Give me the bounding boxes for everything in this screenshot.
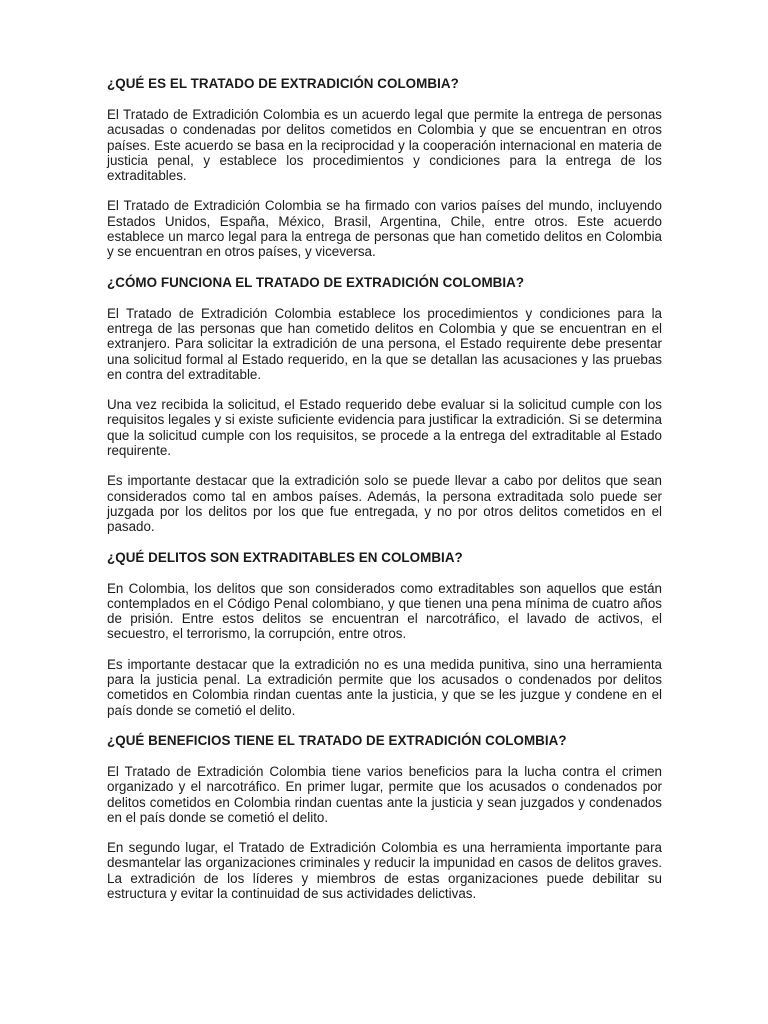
paragraph: El Tratado de Extradición Colombia es un acuerdo legal que permite la entrega de personas acusadas o condenadas por delitos cometidos en Colombia y que se encuentran en otros países. Este acuerdo se basa en la reciprocidad y la cooperación internacional en materia de justicia penal, y establece los procedimientos y condiciones para la entrega de los extraditables. [107,107,662,184]
paragraph: En segundo lugar, el Tratado de Extradición Colombia es una herramienta importante para desmantelar las organizaciones criminales y reducir la impunidad en casos de delitos graves. La extradición de los líderes y miembros de estas organizaciones puede debilitar su estructura y evitar la continuidad de sus actividades delictivas. [107,840,662,901]
section-beneficios [107,733,662,901]
paragraph: Una vez recibida la solicitud, el Estado requerido debe evaluar si la solicitud cumple con los requisitos legales y si existe suficiente evidencia para justificar la extradición. Si se determina que la solicitud cumple con los requisitos, se procede a la entrega del extraditable al Estado requirente. [107,397,662,459]
section-heading: ¿QUÉ BENEFICIOS TIENE EL TRATADO DE EXTRADICIÓN COLOMBIA? [107,732,567,748]
section-delitos-extraditables [107,550,662,718]
section-heading: ¿QUÉ ES EL TRATADO DE EXTRADICIÓN COLOMBIA? [107,76,459,91]
paragraph: Es importante destacar que la extradición solo se puede llevar a cabo por delitos que sean considerados como tal en ambos países. Además, la persona extraditada solo puede ser juzgada por los delitos por los que fue entregada, y no por otros delitos cometidos en el pasado. [107,473,662,535]
section-heading: ¿CÓMO FUNCIONA EL TRATADO DE EXTRADICIÓN COLOMBIA? [107,274,525,290]
section-heading: ¿QUÉ DELITOS SON EXTRADITABLES EN COLOMBIA? [107,549,463,565]
paragraph: El Tratado de Extradición Colombia se ha firmado con varios países del mundo, incluyendo Estados Unidos, España, México, Brasil, Argentina, Chile, entre otros. Este acuerdo establece un marco legal para la entrega de personas que han cometido delitos en Colombia y se encuentran en otros países, y viceversa. [107,198,662,260]
paragraph: El Tratado de Extradición Colombia tiene varios beneficios para la lucha contra el crimen organizado y el narcotráfico. En primer lugar, permite que los acusados o condenados por delitos cometidos en Colombia rindan cuentas ante la justicia y sean juzgados y condenados en el país donde se cometió el delito. [107,763,662,825]
paragraph: Es importante destacar que la extradición no es una medida punitiva, sino una herramienta para la justicia penal. La extradición permite que los acusados o condenados por delitos cometidos en Colombia rindan cuentas ante la justicia, y que se les juzgue y condene en el país donde se cometió el delito. [107,656,662,718]
section-que-es [107,76,662,260]
paragraph: En Colombia, los delitos que son considerados como extraditables son aquellos que están contemplados en el Código Penal colombiano, y que tienen una pena mínima de cuatro años de prisión. Entre estos delitos se encuentran el narcotráfico, el lavado de activos, el secuestro, el terrorismo, la corrupción, entre otros. [107,580,662,642]
section-como-funciona [107,275,662,535]
paragraph: El Tratado de Extradición Colombia establece los procedimientos y condiciones para la entrega de las personas que han cometido delitos en Colombia y que se encuentran en el extranjero. Para solicitar la extradición de una persona, el Estado requirente debe presentar una solicitud formal al Estado requerido, en la que se detallan las acusaciones y las pruebas en contra del extraditable. [107,305,662,382]
